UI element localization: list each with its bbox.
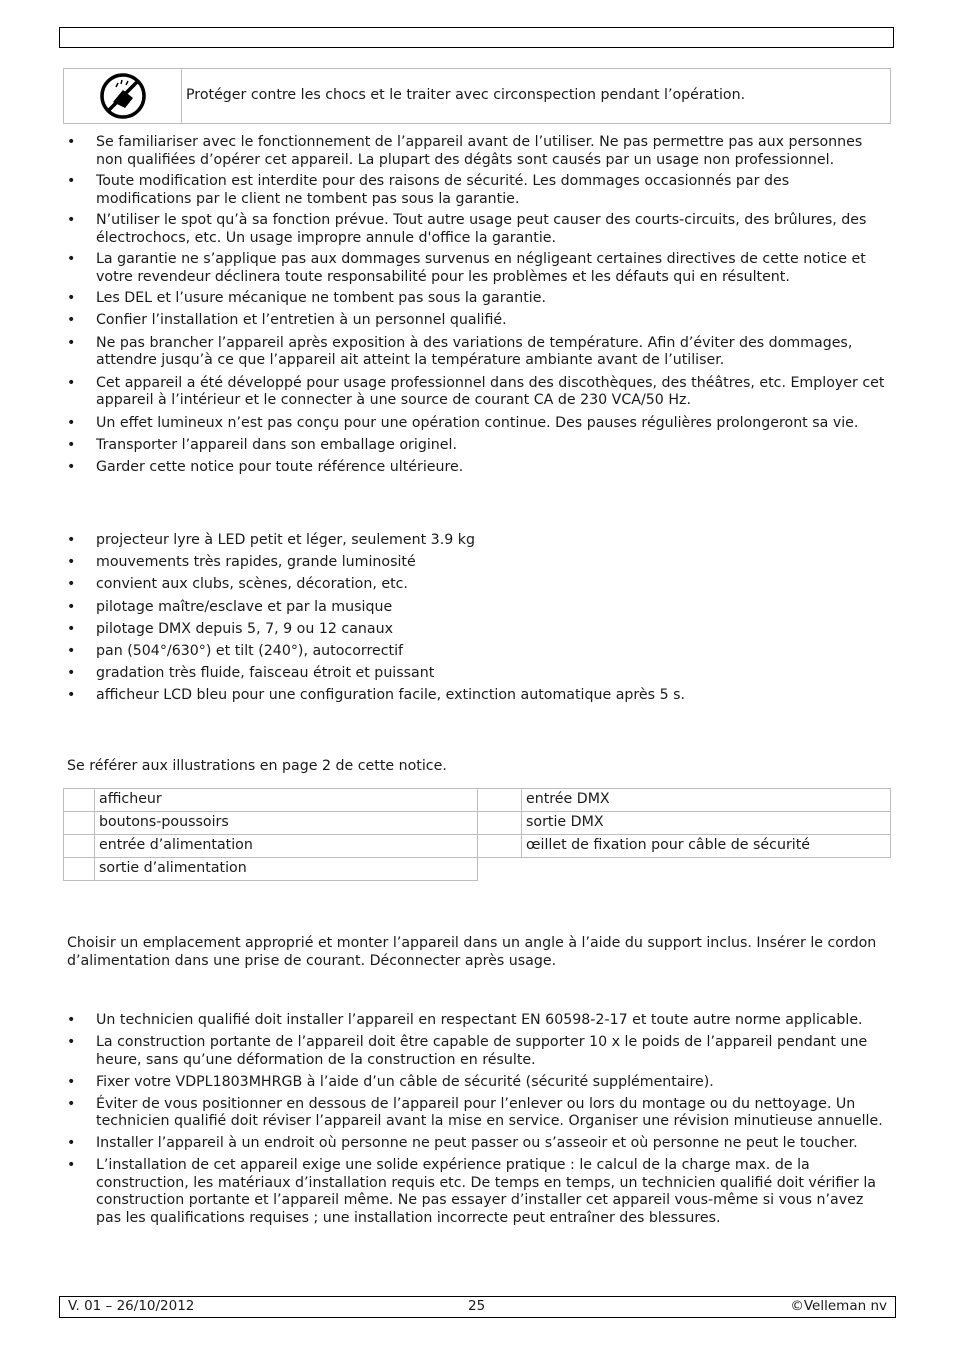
page-footer: [59, 1296, 896, 1318]
list-item: • Garder cette notice pour toute référence ultérieure.: [67, 459, 887, 477]
table-cell: sortie d’alimentation: [95, 858, 478, 881]
list-item: • Un effet lumineux n’est pas conçu pour une opération continue. Des pauses régulières prolongeront sa vie.: [67, 415, 887, 433]
list-item: • Éviter de vous positionner en dessous de l’appareil pour l’enlever ou lors du montage ou du nettoyage. Un technicien qualifié doit réviser l’appareil avant la mise en service. Organiser une révision minutieuse annuelle.: [67, 1096, 887, 1131]
table-cell: entrée DMX: [522, 789, 891, 812]
table-row: [478, 812, 891, 835]
list-item: • Fixer votre VDPL1803MHRGB à l’aide d’un câble de sécurité (sécurité supplémentaire).: [67, 1074, 887, 1092]
warning-box: [63, 68, 891, 124]
list-item: • Transporter l’appareil dans son emballage originel.: [67, 437, 887, 455]
table-cell: sortie DMX: [522, 812, 891, 835]
warning-text: Protéger contre les chocs et le traiter avec circonspection pendant l’opération.: [186, 87, 746, 104]
list-item: • Installer l’appareil à un endroit où personne ne peut passer ou s’asseoir et où personne ne peut le toucher.: [67, 1135, 887, 1153]
table-row: [478, 789, 891, 812]
list-item: • gradation très fluide, faisceau étroit et puissant: [67, 665, 887, 683]
list-item: • Les DEL et l’usure mécanique ne tombent pas sous la garantie.: [67, 290, 887, 308]
features-list: [67, 532, 887, 705]
list-item: • mouvements très rapides, grande luminosité: [67, 554, 887, 572]
list-item: • projecteur lyre à LED petit et léger, seulement 3.9 kg: [67, 532, 887, 550]
table-cell: afficheur: [95, 789, 478, 812]
footer-version: V. 01 – 26/10/2012: [68, 1298, 195, 1315]
no-shock-icon: [99, 72, 147, 120]
table-row: [64, 789, 478, 812]
list-item: • La construction portante de l’appareil doit être capable de supporter 10 x le poids de l’appareil pendant une heure, sans qu’une déformation de la construction en résulte.: [67, 1034, 887, 1069]
list-item: • L’installation de cet appareil exige une solide expérience pratique : le calcul de la charge max. de la construction, les matériaux d’installation requis etc. De temps en temps, un technicien qualifié doit vérifier la construction portante et l’appareil même. Ne pas essayer d’installer cet appareil vous-même si vous n’avez pas les qualifications requises ; une installation incorrecte peut entraîner des blessures.: [67, 1157, 887, 1227]
list-item: • Un technicien qualifié doit installer l’appareil en respectant EN 60598-2-17 et toute autre norme applicable.: [67, 1012, 887, 1030]
table-cell: œillet de fixation pour câble de sécurité: [522, 835, 891, 858]
warning-icon-cell: [64, 69, 182, 123]
parts-table-right: [477, 788, 891, 858]
table-cell: boutons-poussoirs: [95, 812, 478, 835]
footer-page-number: 25: [468, 1298, 486, 1315]
list-item: • Ne pas brancher l’appareil après exposition à des variations de température. Afin d’éviter des dommages, attendre jusqu’à ce que l’appareil ait atteint la température ambiante avant de l’utiliser.: [67, 335, 887, 370]
list-item: • pilotage DMX depuis 5, 7, 9 ou 12 canaux: [67, 621, 887, 639]
list-item: • N’utiliser le spot qu’à sa fonction prévue. Tout autre usage peut causer des courts-circuits, des brûlures, des électrochocs, etc. Un usage impropre annule d'office la garantie.: [67, 212, 887, 247]
table-row: [64, 858, 478, 881]
list-item: • Cet appareil a été développé pour usage professionnel dans des discothèques, des théâtres, etc. Employer cet appareil à l’intérieur et le connecter à une source de courant CA de 230 VCA/50 Hz.: [67, 375, 887, 410]
list-item: • Confier l’installation et l’entretien à un personnel qualifié.: [67, 312, 887, 330]
overview-intro: Se référer aux illustrations en page 2 de cette notice.: [67, 758, 447, 774]
list-item: • pan (504°/630°) et tilt (240°), autocorrectif: [67, 643, 887, 661]
parts-table-left: [63, 788, 478, 881]
list-item: • convient aux clubs, scènes, décoration, etc.: [67, 576, 887, 594]
list-item: • afficheur LCD bleu pour une configuration facile, extinction automatique après 5 s.: [67, 687, 887, 705]
page-header-box: [59, 27, 894, 48]
table-cell: entrée d’alimentation: [95, 835, 478, 858]
table-row: [64, 835, 478, 858]
list-item: • Se familiariser avec le fonctionnement de l’appareil avant de l’utiliser. Ne pas permettre pas aux personnes non qualifiées d’opérer cet appareil. La plupart des dégâts sont causés par un usage non professionnel.: [67, 134, 887, 169]
install-list: [67, 1012, 887, 1227]
list-item: • pilotage maître/esclave et par la musique: [67, 599, 887, 617]
list-item: • La garantie ne s’applique pas aux dommages survenus en négligeant certaines directives de cette notice et votre revendeur déclinera toute responsabilité pour les problèmes et les défauts qui en résultent.: [67, 251, 887, 286]
table-row: [478, 835, 891, 858]
safety-list: [67, 134, 887, 476]
list-item: • Toute modification est interdite pour des raisons de sécurité. Les dommages occasionnés par des modifications par le client ne tombent pas sous la garantie.: [67, 173, 887, 208]
install-intro: Choisir un emplacement approprié et monter l’appareil dans un angle à l’aide du support inclus. Insérer le cordon d’alimentation dans une prise de courant. Déconnecter après usage.: [67, 935, 877, 969]
footer-copyright: ©Velleman nv: [790, 1298, 887, 1315]
table-row: [64, 812, 478, 835]
